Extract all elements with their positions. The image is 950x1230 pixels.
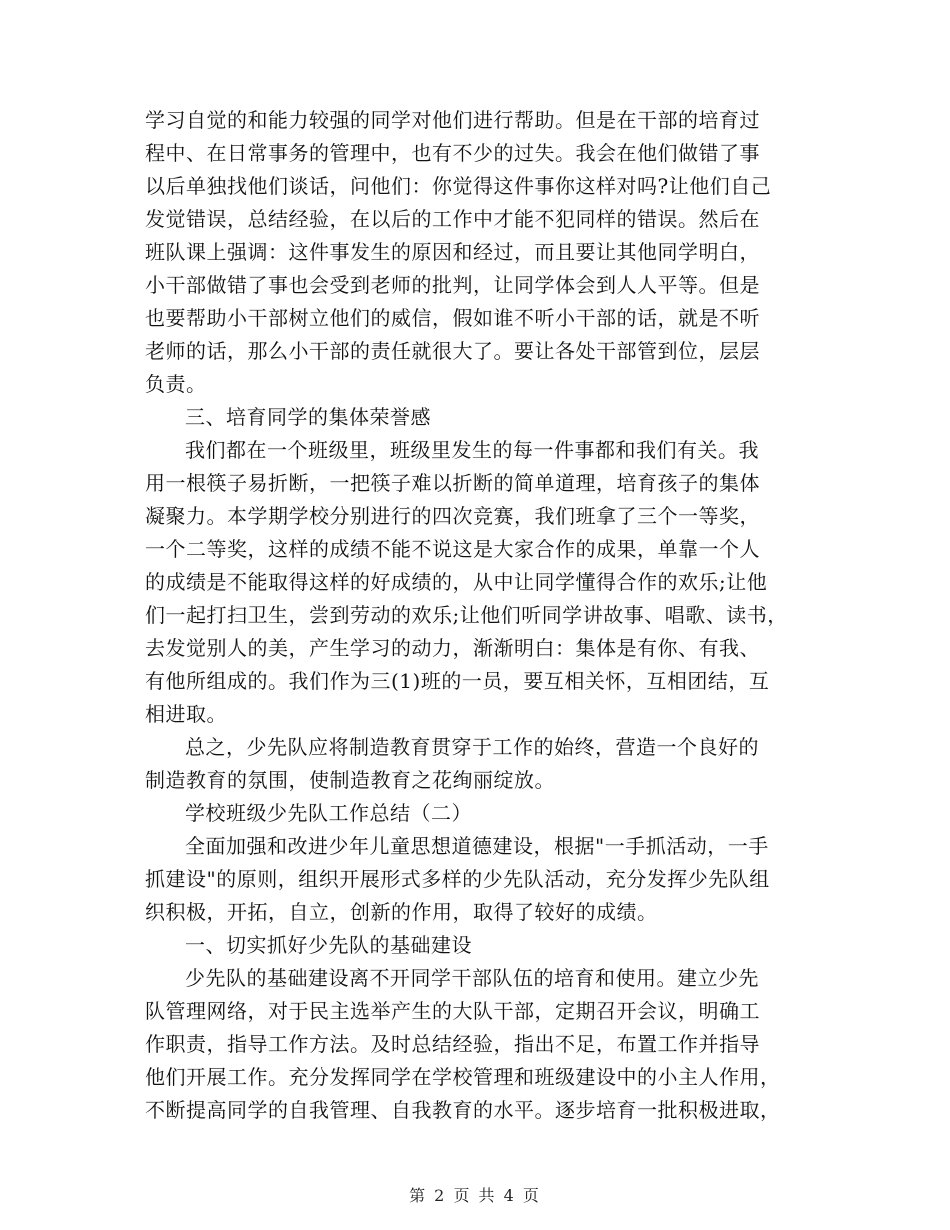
text-line: 以后单独找他们谈话，问他们：你觉得这件事你这样对吗?让他们自己 — [145, 174, 772, 198]
section-heading: 三、培育同学的集体荣誉感 — [185, 405, 431, 429]
text-line: 作职责，指导工作方法。及时总结经验，指出不足，布置工作并指导 — [145, 1032, 760, 1056]
section-heading: 一、切实抓好少先队的基础建设 — [185, 933, 472, 957]
text-line: 抓建设"的原则，组织开展形式多样的少先队活动，充分发挥少先队组 — [145, 867, 770, 891]
text-line: 小干部做错了事也会受到老师的批判，让同学体会到人人平等。但是 — [145, 273, 760, 297]
text-line: 相进取。 — [145, 702, 227, 726]
text-line: 全面加强和改进少年儿童思想道德建设，根据"一手抓活动，一手 — [185, 834, 769, 858]
text-line: 去发觉别人的美，产生学习的动力，渐渐明白：集体是有你、有我、 — [145, 636, 760, 660]
text-line: 程中、在日常事务的管理中，也有不少的过失。我会在他们做错了事 — [145, 141, 760, 165]
text-line: 他们开展工作。充分发挥同学在学校管理和班级建设中的小主人作用， — [145, 1065, 781, 1089]
text-line: 少先队的基础建设离不开同学干部队伍的培育和使用。建立少先 — [185, 966, 759, 990]
text-line: 们一起打扫卫生，尝到劳动的欢乐;让他们听同学讲故事、唱歌、读书， — [145, 603, 788, 627]
text-line: 我们都在一个班级里，班级里发生的每一件事都和我们有关。我 — [185, 438, 759, 462]
text-line: 制造教育的氛围，使制造教育之花绚丽绽放。 — [145, 768, 555, 792]
text-line: 也要帮助小干部树立他们的威信，假如谁不听小干部的话，就是不听 — [145, 306, 760, 330]
text-line: 凝聚力。本学期学校分别进行的四次竞赛，我们班拿了三个一等奖， — [145, 504, 760, 528]
page-number-footer: 第 2 页 共 4 页 — [409, 1186, 541, 1205]
text-line: 发觉错误，总结经验，在以后的工作中才能不犯同样的错误。然后在 — [145, 207, 760, 231]
text-line: 有他所组成的。我们作为三(1)班的一员，要互相关怀，互相团结，互 — [145, 669, 770, 693]
text-line: 老师的话，那么小干部的责任就很大了。要让各处干部管到位，层层 — [145, 339, 760, 363]
text-line: 总之，少先队应将制造教育贯穿于工作的始终，营造一个良好的 — [185, 735, 759, 759]
text-line: 一个二等奖，这样的成绩不能不说这是大家合作的成果，单靠一个人 — [145, 537, 760, 561]
text-line: 用一根筷子易折断，一把筷子难以折断的简单道理，培育孩子的集体 — [145, 471, 760, 495]
text-line: 织积极，开拓，自立，创新的作用，取得了较好的成绩。 — [145, 900, 658, 924]
text-line: 学习自觉的和能力较强的同学对他们进行帮助。但是在干部的培育过 — [145, 108, 760, 132]
text-line: 的成绩是不能取得这样的好成绩的，从中让同学懂得合作的欢乐;让他 — [145, 570, 768, 594]
text-line: 负责。 — [145, 372, 207, 396]
text-line: 队管理网络，对于民主选举产生的大队干部，定期召开会议，明确工 — [145, 999, 760, 1023]
section-title: 学校班级少先队工作总结（二） — [185, 801, 472, 825]
text-line: 班队课上强调：这件事发生的原因和经过，而且要让其他同学明白， — [145, 240, 760, 264]
body-text — [145, 104, 810, 1127]
text-line: 不断提高同学的自我管理、自我教育的水平。逐步培育一批积极进取， — [145, 1098, 781, 1122]
